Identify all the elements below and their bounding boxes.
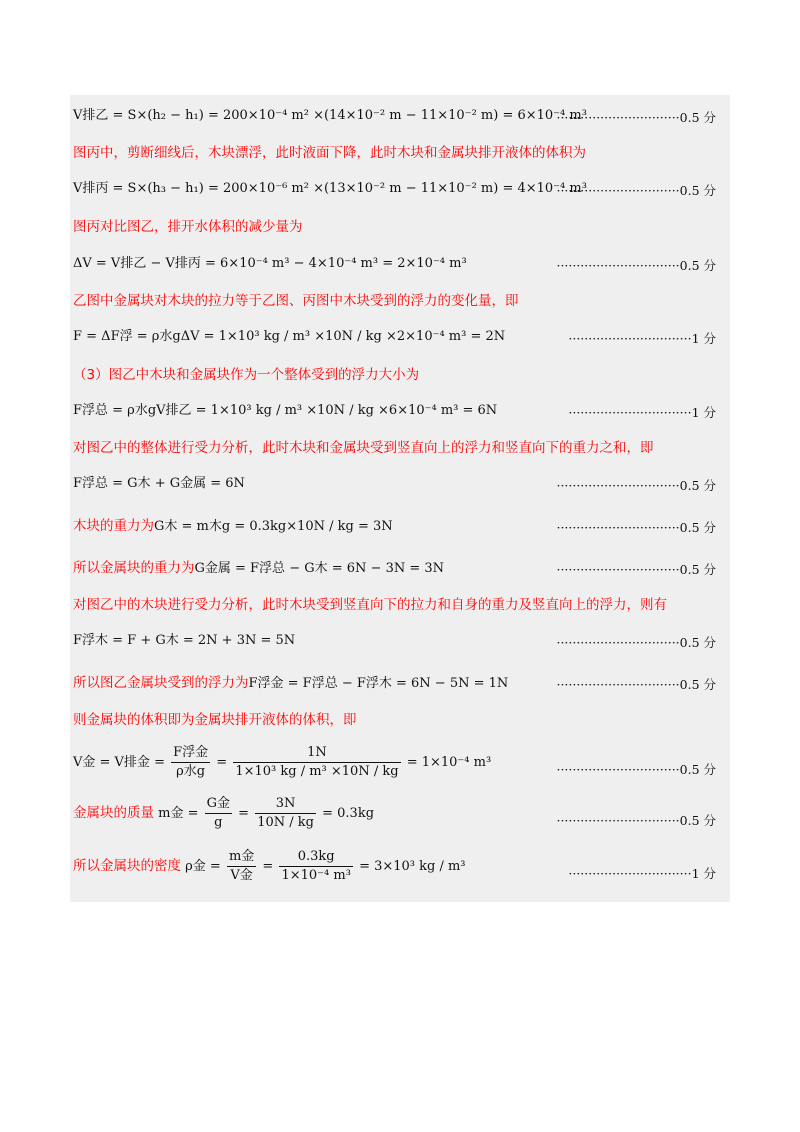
score-mark: ·······························0.5 分 <box>556 635 716 650</box>
explanation-text: 图丙中，剪断细线后，木块漂浮，此时液面下降，此时木块和金属块排开液体的体积为 <box>73 145 586 161</box>
score-mark: ·······························1 分 <box>568 405 716 420</box>
equation-metal-density: 所以金属块的密度 ρ金 = $\frac{\text{m金}}{\text{V金}}$ = $\frac{0.3kg}{\text{1×10⁻⁴ m³}}$ = 3×10³ kg / m³ <box>73 849 466 883</box>
equation-wood-gravity: 木块的重力为G木 = m木g = 0.3kg×10N / kg = 3N <box>73 518 393 534</box>
explanation-text: 则金属块的体积即为金属块排开液体的体积，即 <box>73 712 357 728</box>
score-mark: ·······························0.5 分 <box>556 478 716 493</box>
score-mark: ·······························0.5 分 <box>556 258 716 273</box>
equation-delta-v: ΔV = V排乙 − V排丙 = 6×10⁻⁴ m³ − 4×10⁻⁴ m³ = 2×10⁻⁴ m³ <box>73 256 467 271</box>
score-mark: ·······························0.5 分 <box>556 813 716 828</box>
equation-metal-volume: V金 = V排金 = $\frac{\text{F浮金}}{\text{ρ水g}}$ = $\frac{1N}{\text{1×10³ kg / m³ ×10N / kg}}$ = 1×10⁻⁴ m³ <box>73 745 492 779</box>
equation-v-pai-yi: V排乙 = S×(h₂ − h₁) = 200×10⁻⁴ m² ×(14×10⁻² m − 11×10⁻² m) = 6×10⁻⁴ m³ <box>73 108 587 123</box>
score-mark: ·······························0.5 分 <box>556 110 716 125</box>
explanation-text: 对图乙中的木块进行受力分析，此时木块受到竖直向下的拉力和自身的重力及竖直向上的浮力，则有 <box>73 597 667 613</box>
equation-metal-gravity: 所以金属块的重力为G金属 = F浮总 − G木 = 6N − 3N = 3N <box>73 560 445 576</box>
score-mark: ·······························0.5 分 <box>556 677 716 692</box>
score-mark: ·······························0.5 分 <box>556 762 716 777</box>
equation-total-buoyancy: F浮总 = ρ水gV排乙 = 1×10³ kg / m³ ×10N / kg ×6×10⁻⁴ m³ = 6N <box>73 403 498 418</box>
score-mark: ·······························0.5 分 <box>556 562 716 577</box>
equation-pull-force: F = ΔF浮 = ρ水gΔV = 1×10³ kg / m³ ×10N / kg ×2×10⁻⁴ m³ = 2N <box>73 329 506 344</box>
explanation-text: 图丙对比图乙，排开水体积的减少量为 <box>73 219 303 235</box>
score-mark: ·······························0.5 分 <box>556 183 716 198</box>
section-heading: （3）图乙中木块和金属块作为一个整体受到的浮力大小为 <box>73 367 420 383</box>
explanation-text: 对图乙中的整体进行受力分析，此时木块和金属块受到竖直向上的浮力和竖直向下的重力之和，即 <box>73 440 654 456</box>
score-mark: ·······························1 分 <box>568 866 716 881</box>
equation-v-pai-bing: V排丙 = S×(h₃ − h₁) = 200×10⁻⁶ m² ×(13×10⁻² m − 11×10⁻² m) = 4×10⁻⁴ m³ <box>73 181 587 196</box>
score-mark: ·······························0.5 分 <box>556 520 716 535</box>
equation-metal-buoyancy: 所以图乙金属块受到的浮力为F浮金 = F浮总 − F浮木 = 6N − 5N = 1N <box>73 675 509 691</box>
equation-metal-mass: 金属块的质量 m金 = $\frac{\text{G金}}{g}$ = $\frac{3N}{10N / kg}$ = 0.3kg <box>73 796 375 830</box>
equation-total-gravity: F浮总 = G木 + G金属 = 6N <box>73 476 245 491</box>
score-mark: ·······························1 分 <box>568 331 716 346</box>
explanation-text: 乙图中金属块对木块的拉力等于乙图、丙图中木块受到的浮力的变化量，即 <box>73 293 519 309</box>
equation-wood-buoyancy: F浮木 = F + G木 = 2N + 3N = 5N <box>73 633 296 648</box>
